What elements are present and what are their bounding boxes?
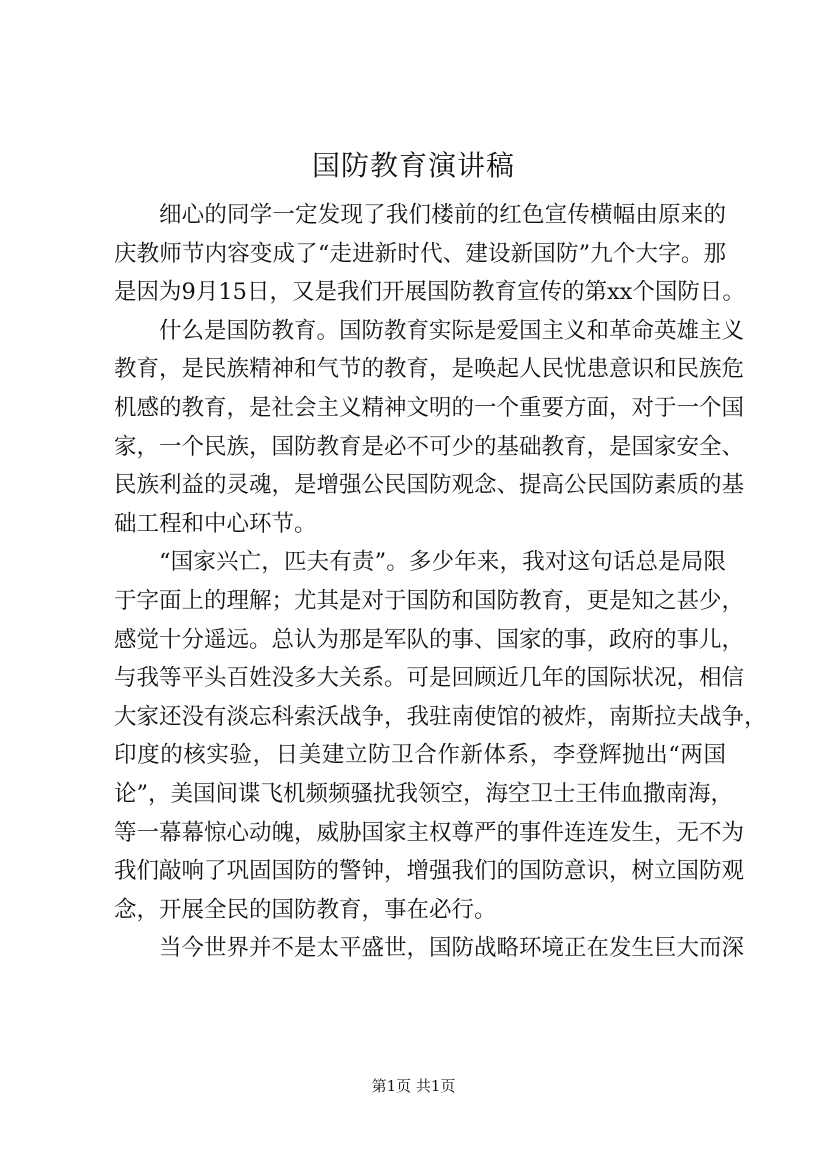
text-line: 大家还没有淡忘科索沃战争，我驻南使馆的被炸，南斯拉夫战争， — [114, 703, 767, 730]
text-line: 是因为9月15日，又是我们开展国防教育宣传的第xx个国防日。 — [114, 279, 745, 306]
document-body — [114, 196, 767, 968]
page-footer: 第1页 共1页 — [371, 1077, 456, 1095]
text-line: 论”，美国间谍飞机频频骚扰我领空，海空卫士王伟血撒南海， — [114, 780, 734, 807]
text-line: 印度的核实验，日美建立防卫合作新体系，李登辉抛出“两国 — [114, 742, 726, 769]
text-line: 什么是国防教育。国防教育实际是爱国主义和革命英雄主义 — [159, 317, 745, 344]
text-line: 感觉十分遥远。总认为那是军队的事、国家的事，政府的事儿， — [114, 626, 745, 653]
text-line: 当今世界并不是太平盛世，国防战略环境正在发生巨大而深 — [159, 935, 745, 962]
text-line: 础工程和中心环节。 — [114, 510, 317, 537]
text-line: 教育，是民族精神和气节的教育，是唤起人民忧患意识和民族危 — [114, 356, 745, 383]
text-line: 与我等平头百姓没多大关系。可是回顾近几年的国际状况，相信 — [114, 665, 745, 692]
text-line: 民族利益的灵魂，是增强公民国防观念、提高公民国防素质的基 — [114, 472, 745, 499]
text-line: 机感的教育，是社会主义精神文明的一个重要方面，对于一个国 — [114, 394, 745, 421]
text-line: 我们敲响了巩固国防的警钟，增强我们的国防意识，树立国防观 — [114, 858, 745, 885]
text-line: 家，一个民族，国防教育是必不可少的基础教育，是国家安全、 — [114, 433, 745, 460]
text-line: “国家兴亡，匹夫有责”。多少年来，我对这句话总是局限 — [159, 549, 726, 576]
text-line: 于字面上的理解；尤其是对于国防和国防教育，更是知之甚少， — [114, 587, 745, 614]
text-line: 等一幕幕惊心动魄，威胁国家主权尊严的事件连连发生，无不为 — [114, 819, 745, 846]
text-line: 念，开展全民的国防教育，事在必行。 — [114, 896, 497, 923]
text-line: 庆教师节内容变成了“走进新时代、建设新国防”九个大字。那 — [114, 240, 726, 267]
text-line: 细心的同学一定发现了我们楼前的红色宣传横幅由原来的 — [159, 202, 726, 228]
document-title: 国防教育演讲稿 — [311, 149, 515, 182]
